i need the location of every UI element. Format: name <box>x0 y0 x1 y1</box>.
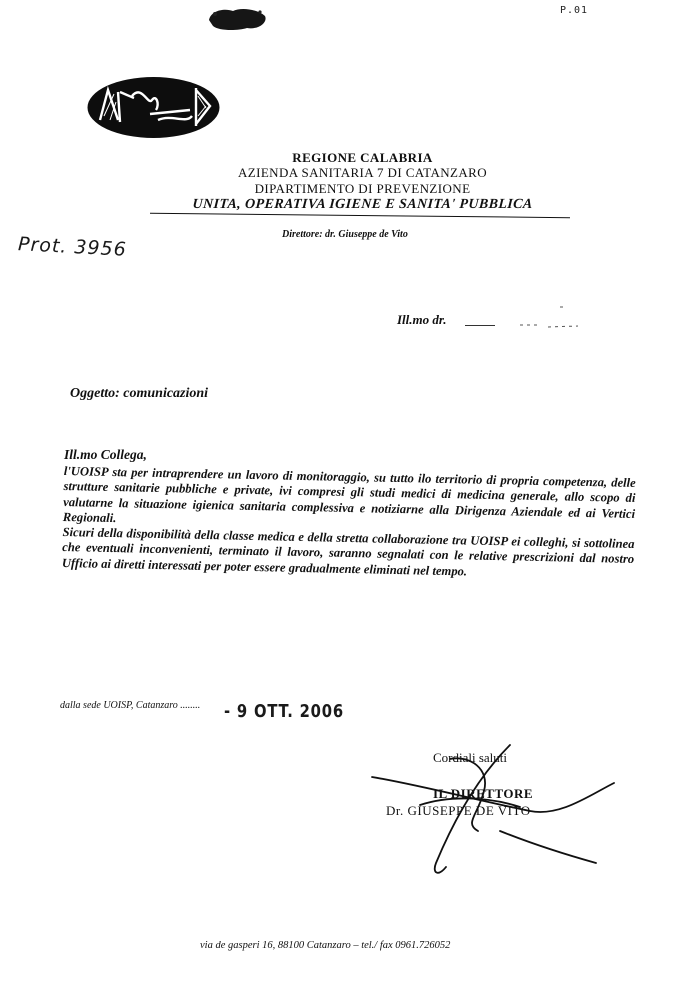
closing-greeting: Cordiali saluti <box>433 750 508 765</box>
signer-name: Dr. GIUSEPPE DE VITO <box>386 803 531 818</box>
place-line: dalla sede UOISP, Catanzaro ........ <box>60 700 201 711</box>
letter-body <box>62 464 636 583</box>
letter-salutation: Ill.mo Collega, <box>64 447 147 462</box>
letterhead-unit: UNITA, OPERATIVA IGIENE E SANITA' PUBBLICA <box>191 197 534 212</box>
footer-address: via de gasperi 16, 88100 Catanzaro – tel./ fax 0961.726052 <box>200 940 451 951</box>
letterhead-director: Direttore: dr. Giuseppe de Vito <box>282 229 408 240</box>
recipient-line: Ill.mo dr. <box>397 312 447 327</box>
date-stamp: - 9 OTT. 2006 <box>224 701 344 722</box>
page-marker: P.01 <box>560 5 589 16</box>
letterhead-department: DIPARTIMENTO DI PREVENZIONE <box>254 181 471 196</box>
letterhead-region: REGIONE CALABRIA <box>292 150 433 165</box>
agency-logo <box>86 76 221 139</box>
handwritten-signature <box>360 735 620 885</box>
body-paragraph-2: Sicuri della disponibilità della classe medica e della stretta collaborazione tra UOISP ei colleghi, si sottolinea che eventuali inconvenienti, terminato il lavoro, saranno segnalati con le relative prescrizioni dal nostro Ufficio ai diretti interessati per poter essere gradualmente eliminati nel tempo. <box>61 525 635 579</box>
signer-title: IL DIRETTORE <box>433 786 534 801</box>
letterhead-rule <box>150 213 570 218</box>
recipient-blank <box>465 325 495 326</box>
handwritten-protocol-number: Prot. 3956 <box>17 233 128 261</box>
letterhead-agency: AZIENDA SANITARIA 7 DI CATANZARO <box>237 165 488 180</box>
letter-subject: Oggetto: comunicazioni <box>70 386 209 401</box>
ink-smudge <box>205 6 269 32</box>
redaction-marks <box>520 303 580 333</box>
body-paragraph-1: l'UOISP sta per intraprendere un lavoro di monitoraggio, su tutto ilo territorio di propria competenza, delle strutture sanitarie pubbliche e private, ivi compresi gli studi medici di medicina generale, allo scopo di valutarne la situazione igienica sanitaria complessiva e notiziarne alla Dirigenza Aziendale ed ai Vertici Regionali. <box>62 464 636 525</box>
